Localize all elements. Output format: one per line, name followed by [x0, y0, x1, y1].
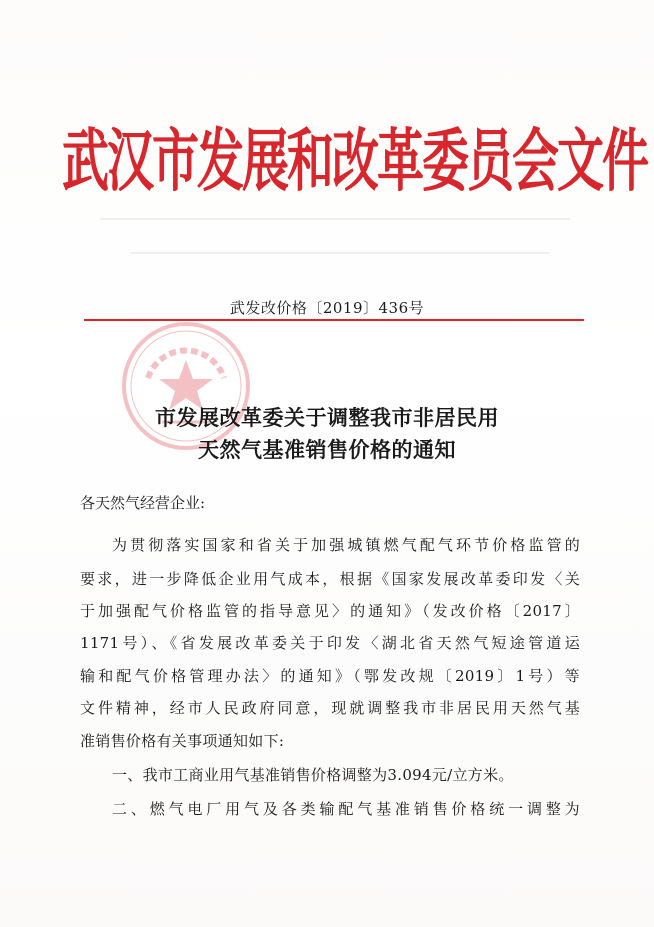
body-item-line: 一、我市工商业用气基准销售价格调整为3.094元/立方米。	[112, 766, 514, 784]
notice-title-line-2: 天然气基准销售价格的通知	[198, 437, 456, 462]
body-paragraph-line: 为贯彻落实国家和省关于加强城镇燃气配气环节价格监管的	[112, 536, 580, 554]
body-paragraph-line: 1171号）、《省发展改革委关于印发〈湖北省天然气短途管道运	[80, 634, 580, 652]
notice-title-line-1: 市发展改革委关于调整我市非居民用	[155, 405, 499, 430]
faint-print-band	[100, 218, 570, 220]
body-paragraph-line: 输和配气价格管理办法〉的通知》（鄂发改规〔2019〕1号）等	[80, 667, 580, 685]
faint-print-band	[130, 252, 550, 254]
body-paragraph-line: 准销售价格有关事项通知如下:	[80, 732, 285, 750]
body-paragraph-line: 要求，进一步降低企业用气成本，根据《国家发展改革委印发〈关	[80, 570, 580, 588]
body-paragraph-line: 于加强配气价格监管的指导意见〉的通知》（发改价格〔2017〕	[80, 602, 580, 620]
document-header-title: 武汉市发展和改革委员会文件	[62, 122, 647, 202]
document-number: 武发改价格〔2019〕436号	[229, 299, 425, 317]
body-paragraph-line: 文件精神，经市人民政府同意，现就调整我市非居民用天然气基	[80, 699, 580, 717]
addressee: 各天然气经营企业:	[80, 494, 206, 512]
body-item-line: 二、燃气电厂用气及各类输配气基准销售价格统一调整为	[112, 800, 580, 818]
